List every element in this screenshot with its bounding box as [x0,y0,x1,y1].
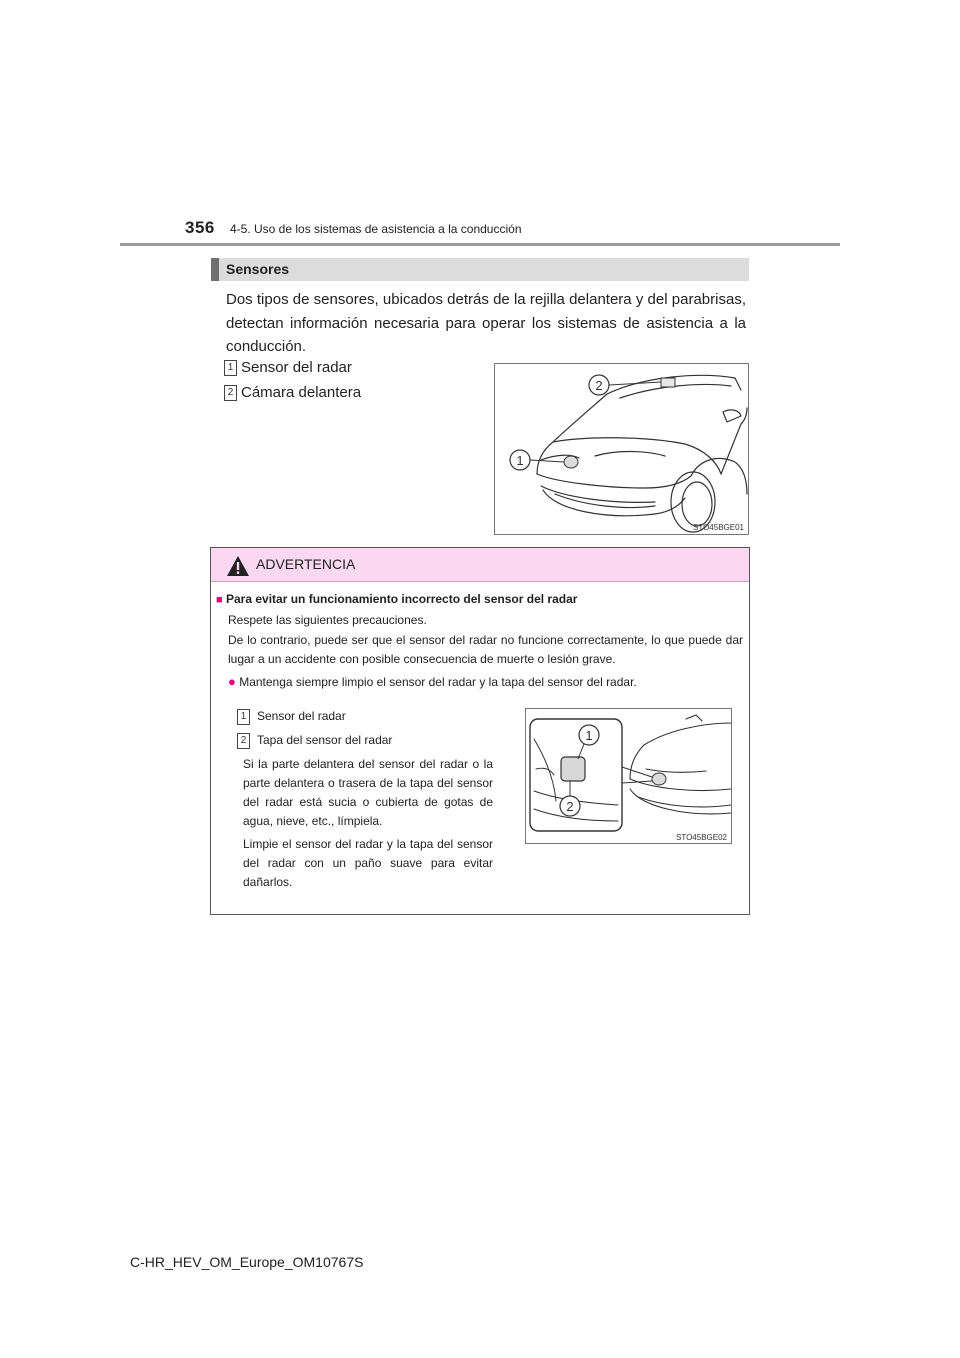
header-rule [120,243,840,246]
warning-paragraph-3: Si la parte delantera del sensor del radar o la parte delantera o trasera de la tapa del sensor del radar está sucia o cubierta de gotas de agua, nieve, etc., límpiela. [243,757,493,828]
list-item-label: Tapa del sensor del radar [257,733,393,747]
figure-code: STO45BGE02 [676,833,727,842]
car-illustration [495,364,748,534]
intro-paragraph: Dos tipos de sensores, ubicados detrás de la rejilla delantera y del parabrisas, detectan información necesaria para operar los sistemas de asistencia a la conducción. [226,291,746,355]
footer-doc-id: C-HR_HEV_OM_Europe_OM10767S [130,1254,364,1270]
number-box: 1 [237,709,250,725]
circle-bullet-icon: ● [228,674,236,689]
list-item-label: Cámara delantera [241,384,362,401]
warning-paragraph-1: Respete las siguientes precauciones. [228,613,427,627]
callout-1-label: 1 [516,453,524,468]
section-title: Sensores [226,261,290,277]
warning-bullet: Mantenga siempre limpio el sensor del radar y la tapa del sensor del radar. [239,675,637,689]
warning-paragraph-2: De lo contrario, puede ser que el sensor del radar no funcione correctamente, lo que puede dar lugar a un accidente con posible consecuencia de muerte o lesión grave. [228,633,743,666]
warning-triangle-icon [226,555,250,577]
number-box: 1 [224,360,237,376]
figure-code: STO45BGE01 [693,523,744,532]
warning-heading-row [216,590,746,610]
callout-2-label: 2 [595,378,603,393]
number-box: 2 [224,385,237,401]
radar-detail-illustration [526,709,731,843]
square-bullet-icon: ■ [216,594,223,606]
callout-1-label: 1 [585,728,593,743]
warning-paragraph-4: Limpie el sensor del radar y la tapa del sensor del radar con un paño suave para evitar dañarlos. [243,837,493,889]
warning-title: ADVERTENCIA [256,556,356,572]
list-item-label: Sensor del radar [241,359,352,376]
warning-header [211,548,749,582]
callout-2-label: 2 [566,799,574,814]
radar-sensor-figure [525,708,732,844]
section-heading-accent [211,258,219,281]
page-number: 356 [185,218,215,237]
warning-bullet-row [228,672,743,692]
section-heading-bar [211,258,749,281]
list-item-label: Sensor del radar [257,709,346,723]
number-box: 2 [237,733,250,749]
car-sensors-figure [494,363,749,535]
warning-heading: Para evitar un funcionamiento incorrecto del sensor del radar [226,592,578,606]
chapter-title: 4-5. Uso de los sistemas de asistencia a la conducción [230,222,522,236]
